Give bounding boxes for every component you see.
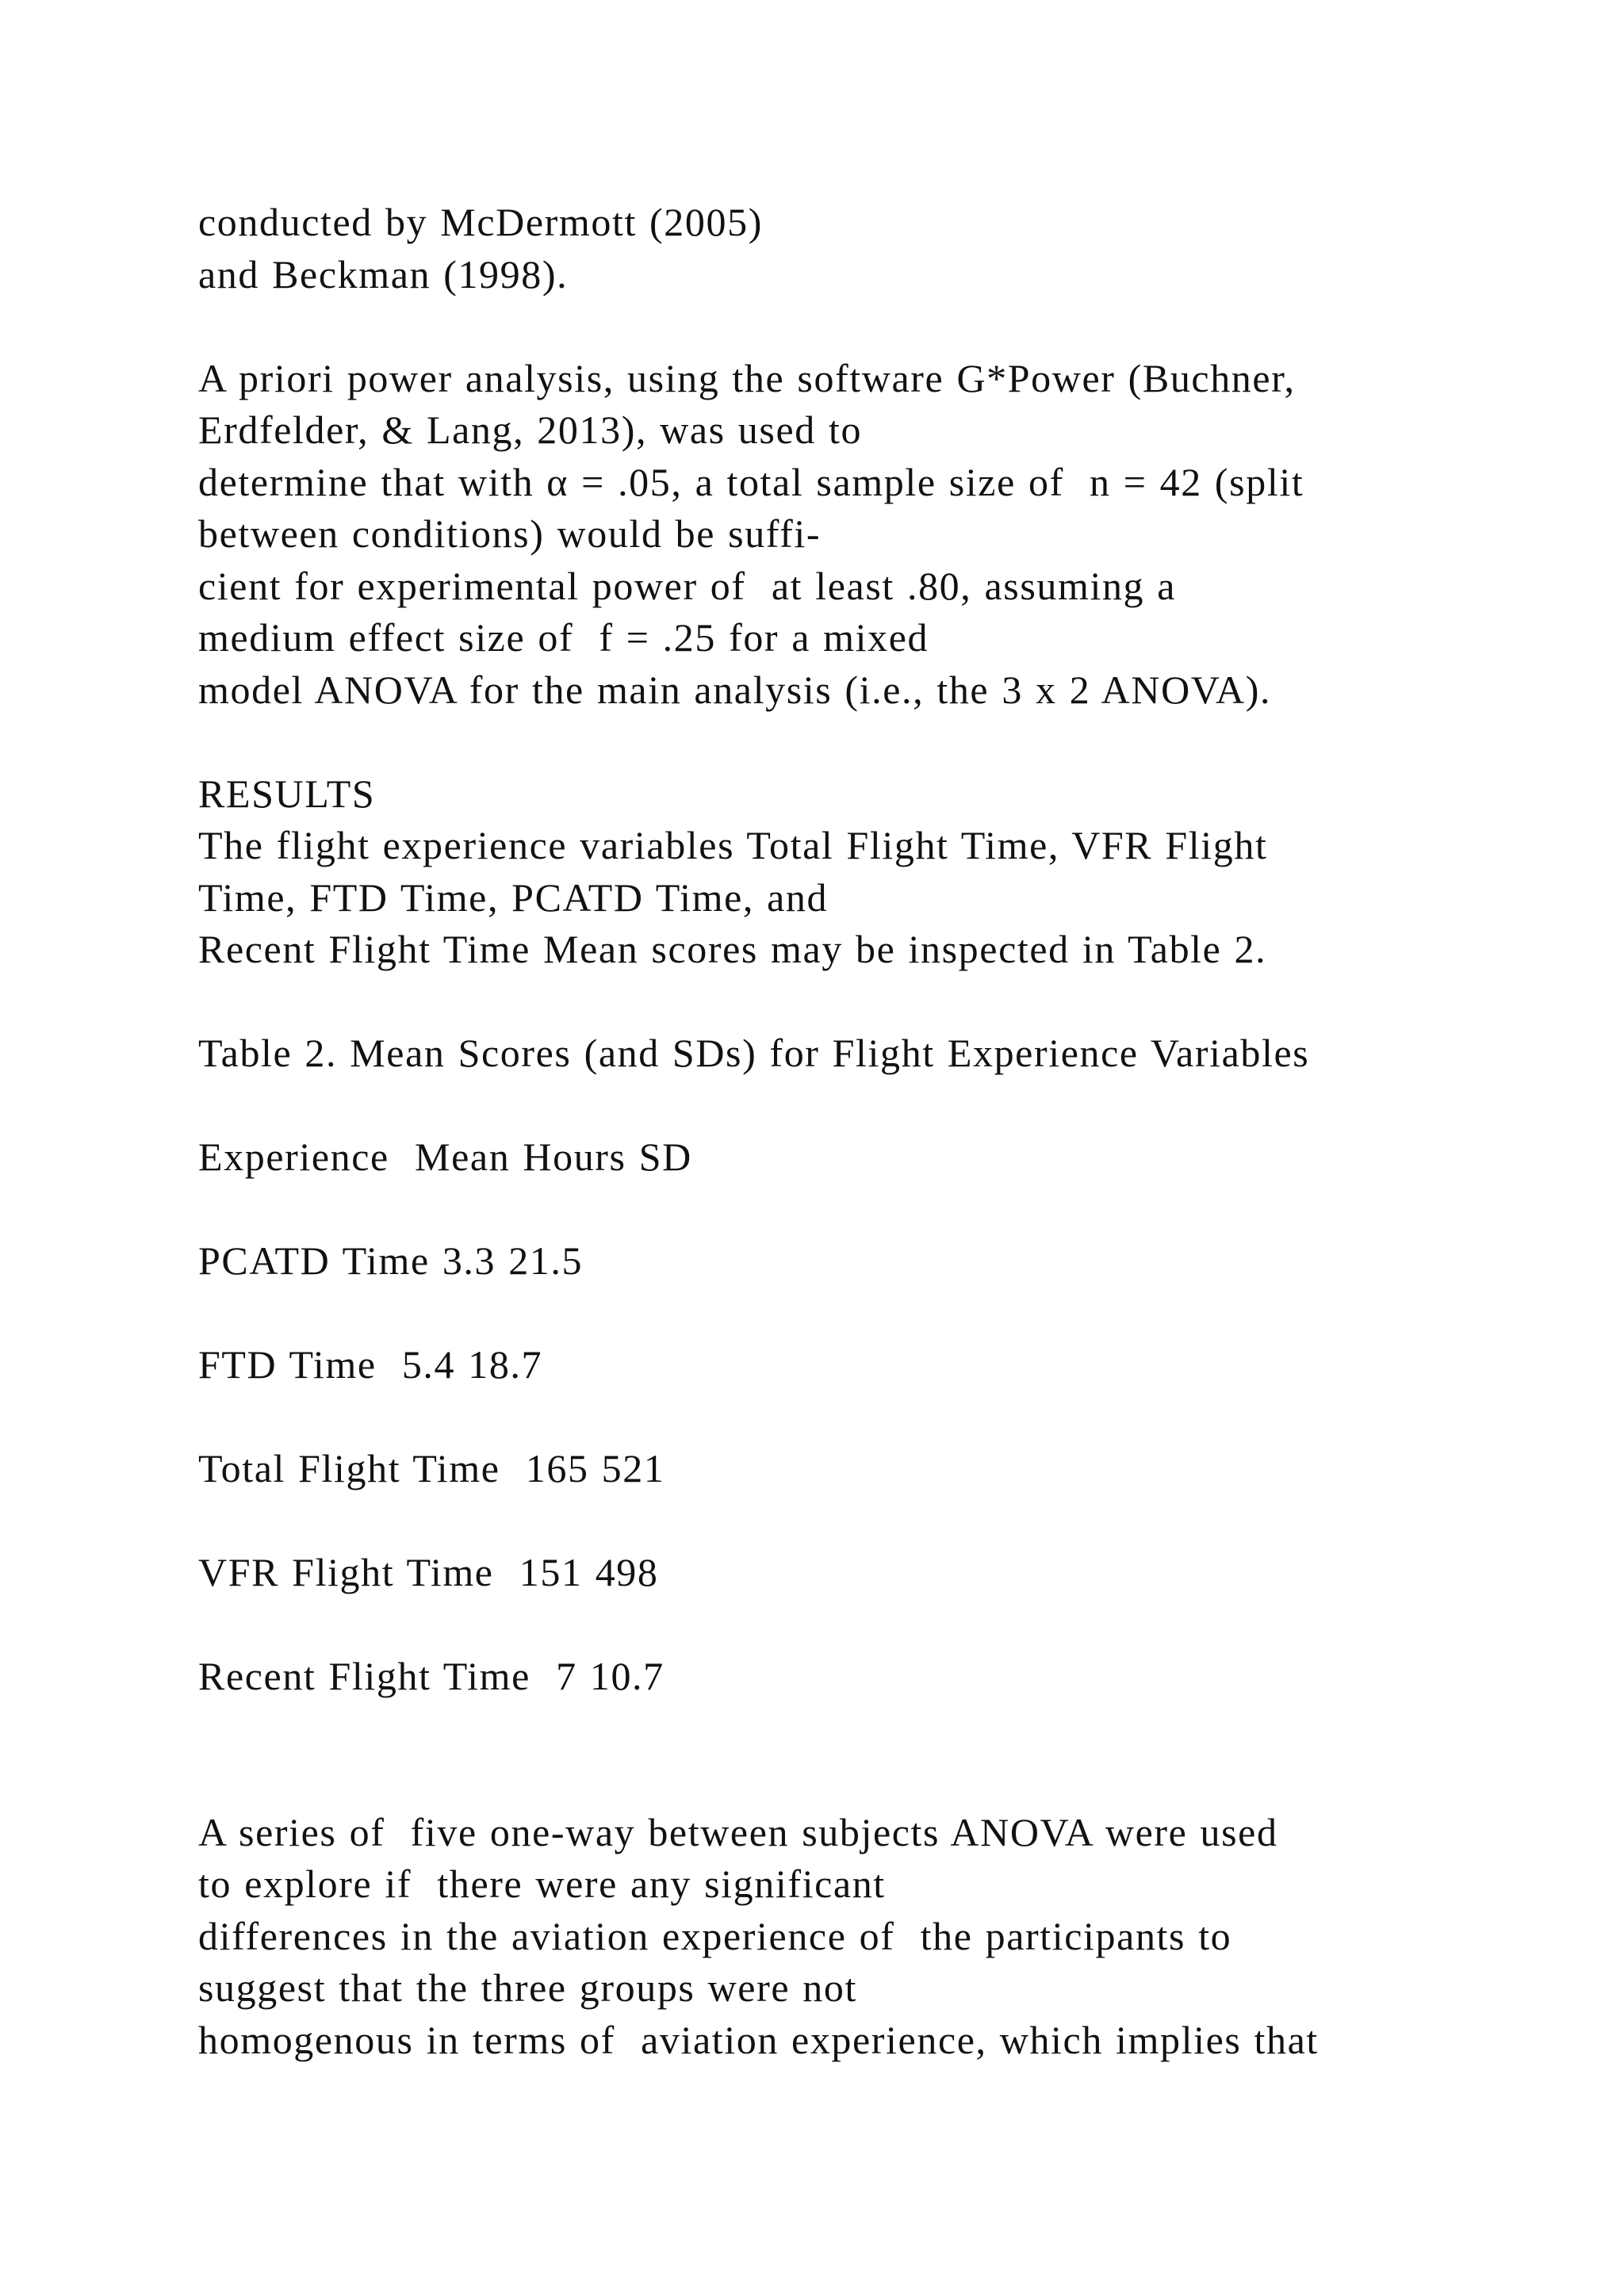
table-caption: Table 2. Mean Scores (and SDs) for Flight Experience Variables bbox=[198, 1031, 1310, 1075]
text-line: model ANOVA for the main analysis (i.e., the 3 x 2 ANOVA). bbox=[198, 667, 1272, 712]
spacer bbox=[198, 1703, 1594, 1807]
text-line: suggest that the three groups were not bbox=[198, 1965, 857, 2010]
text-line: determine that with α = .05, a total sample size of n = 42 (split bbox=[198, 459, 1304, 504]
text-line: medium effect size of f = .25 for a mixed bbox=[198, 615, 929, 660]
spacer bbox=[198, 300, 1594, 353]
text-line: differences in the aviation experience of the participants to bbox=[198, 1913, 1232, 1958]
table-row: VFR Flight Time 151 498 bbox=[198, 1550, 659, 1594]
text-line: and Beckman (1998). bbox=[198, 251, 569, 297]
text-line: A series of five one-way between subjects ANOVA were used bbox=[198, 1809, 1278, 1854]
spacer bbox=[198, 976, 1594, 1028]
spacer bbox=[198, 1391, 1594, 1444]
table-row: Recent Flight Time 7 10.7 bbox=[198, 1654, 665, 1698]
text-line: to explore if there were any significant bbox=[198, 1862, 886, 1906]
spacer bbox=[198, 1080, 1594, 1132]
spacer bbox=[198, 1184, 1594, 1236]
section-heading: RESULTS bbox=[198, 771, 376, 816]
spacer bbox=[198, 1599, 1594, 1651]
table-row: PCATD Time 3.3 21.5 bbox=[198, 1238, 584, 1283]
power-analysis-paragraph bbox=[198, 353, 1594, 717]
table-2 bbox=[198, 1027, 1594, 1703]
table-header: Experience Mean Hours SD bbox=[198, 1135, 692, 1179]
spacer bbox=[198, 1495, 1594, 1548]
table-row: Total Flight Time 165 521 bbox=[198, 1446, 665, 1490]
results-section bbox=[198, 768, 1594, 976]
text-line: A priori power analysis, using the software G*Power (Buchner, bbox=[198, 355, 1296, 400]
text-line: between conditions) would be suffi- bbox=[198, 511, 822, 556]
document-page bbox=[198, 197, 1594, 2066]
text-line: Recent Flight Time Mean scores may be inspected in Table 2. bbox=[198, 927, 1267, 971]
text-line: conducted by McDermott (2005) bbox=[198, 200, 763, 244]
text-line: cient for experimental power of at least .80, assuming a bbox=[198, 563, 1177, 608]
anova-paragraph bbox=[198, 1807, 1594, 2067]
text-line: Erdfelder, & Lang, 2013), was used to bbox=[198, 408, 863, 452]
text-line: homogenous in terms of aviation experience, which implies that bbox=[198, 2017, 1319, 2062]
text-line: The flight experience variables Total Flight Time, VFR Flight bbox=[198, 823, 1268, 867]
text-line: Time, FTD Time, PCATD Time, and bbox=[198, 874, 829, 920]
table-row: FTD Time 5.4 18.7 bbox=[198, 1342, 543, 1387]
spacer bbox=[198, 716, 1594, 768]
intro-paragraph bbox=[198, 197, 1594, 300]
spacer bbox=[198, 1288, 1594, 1340]
